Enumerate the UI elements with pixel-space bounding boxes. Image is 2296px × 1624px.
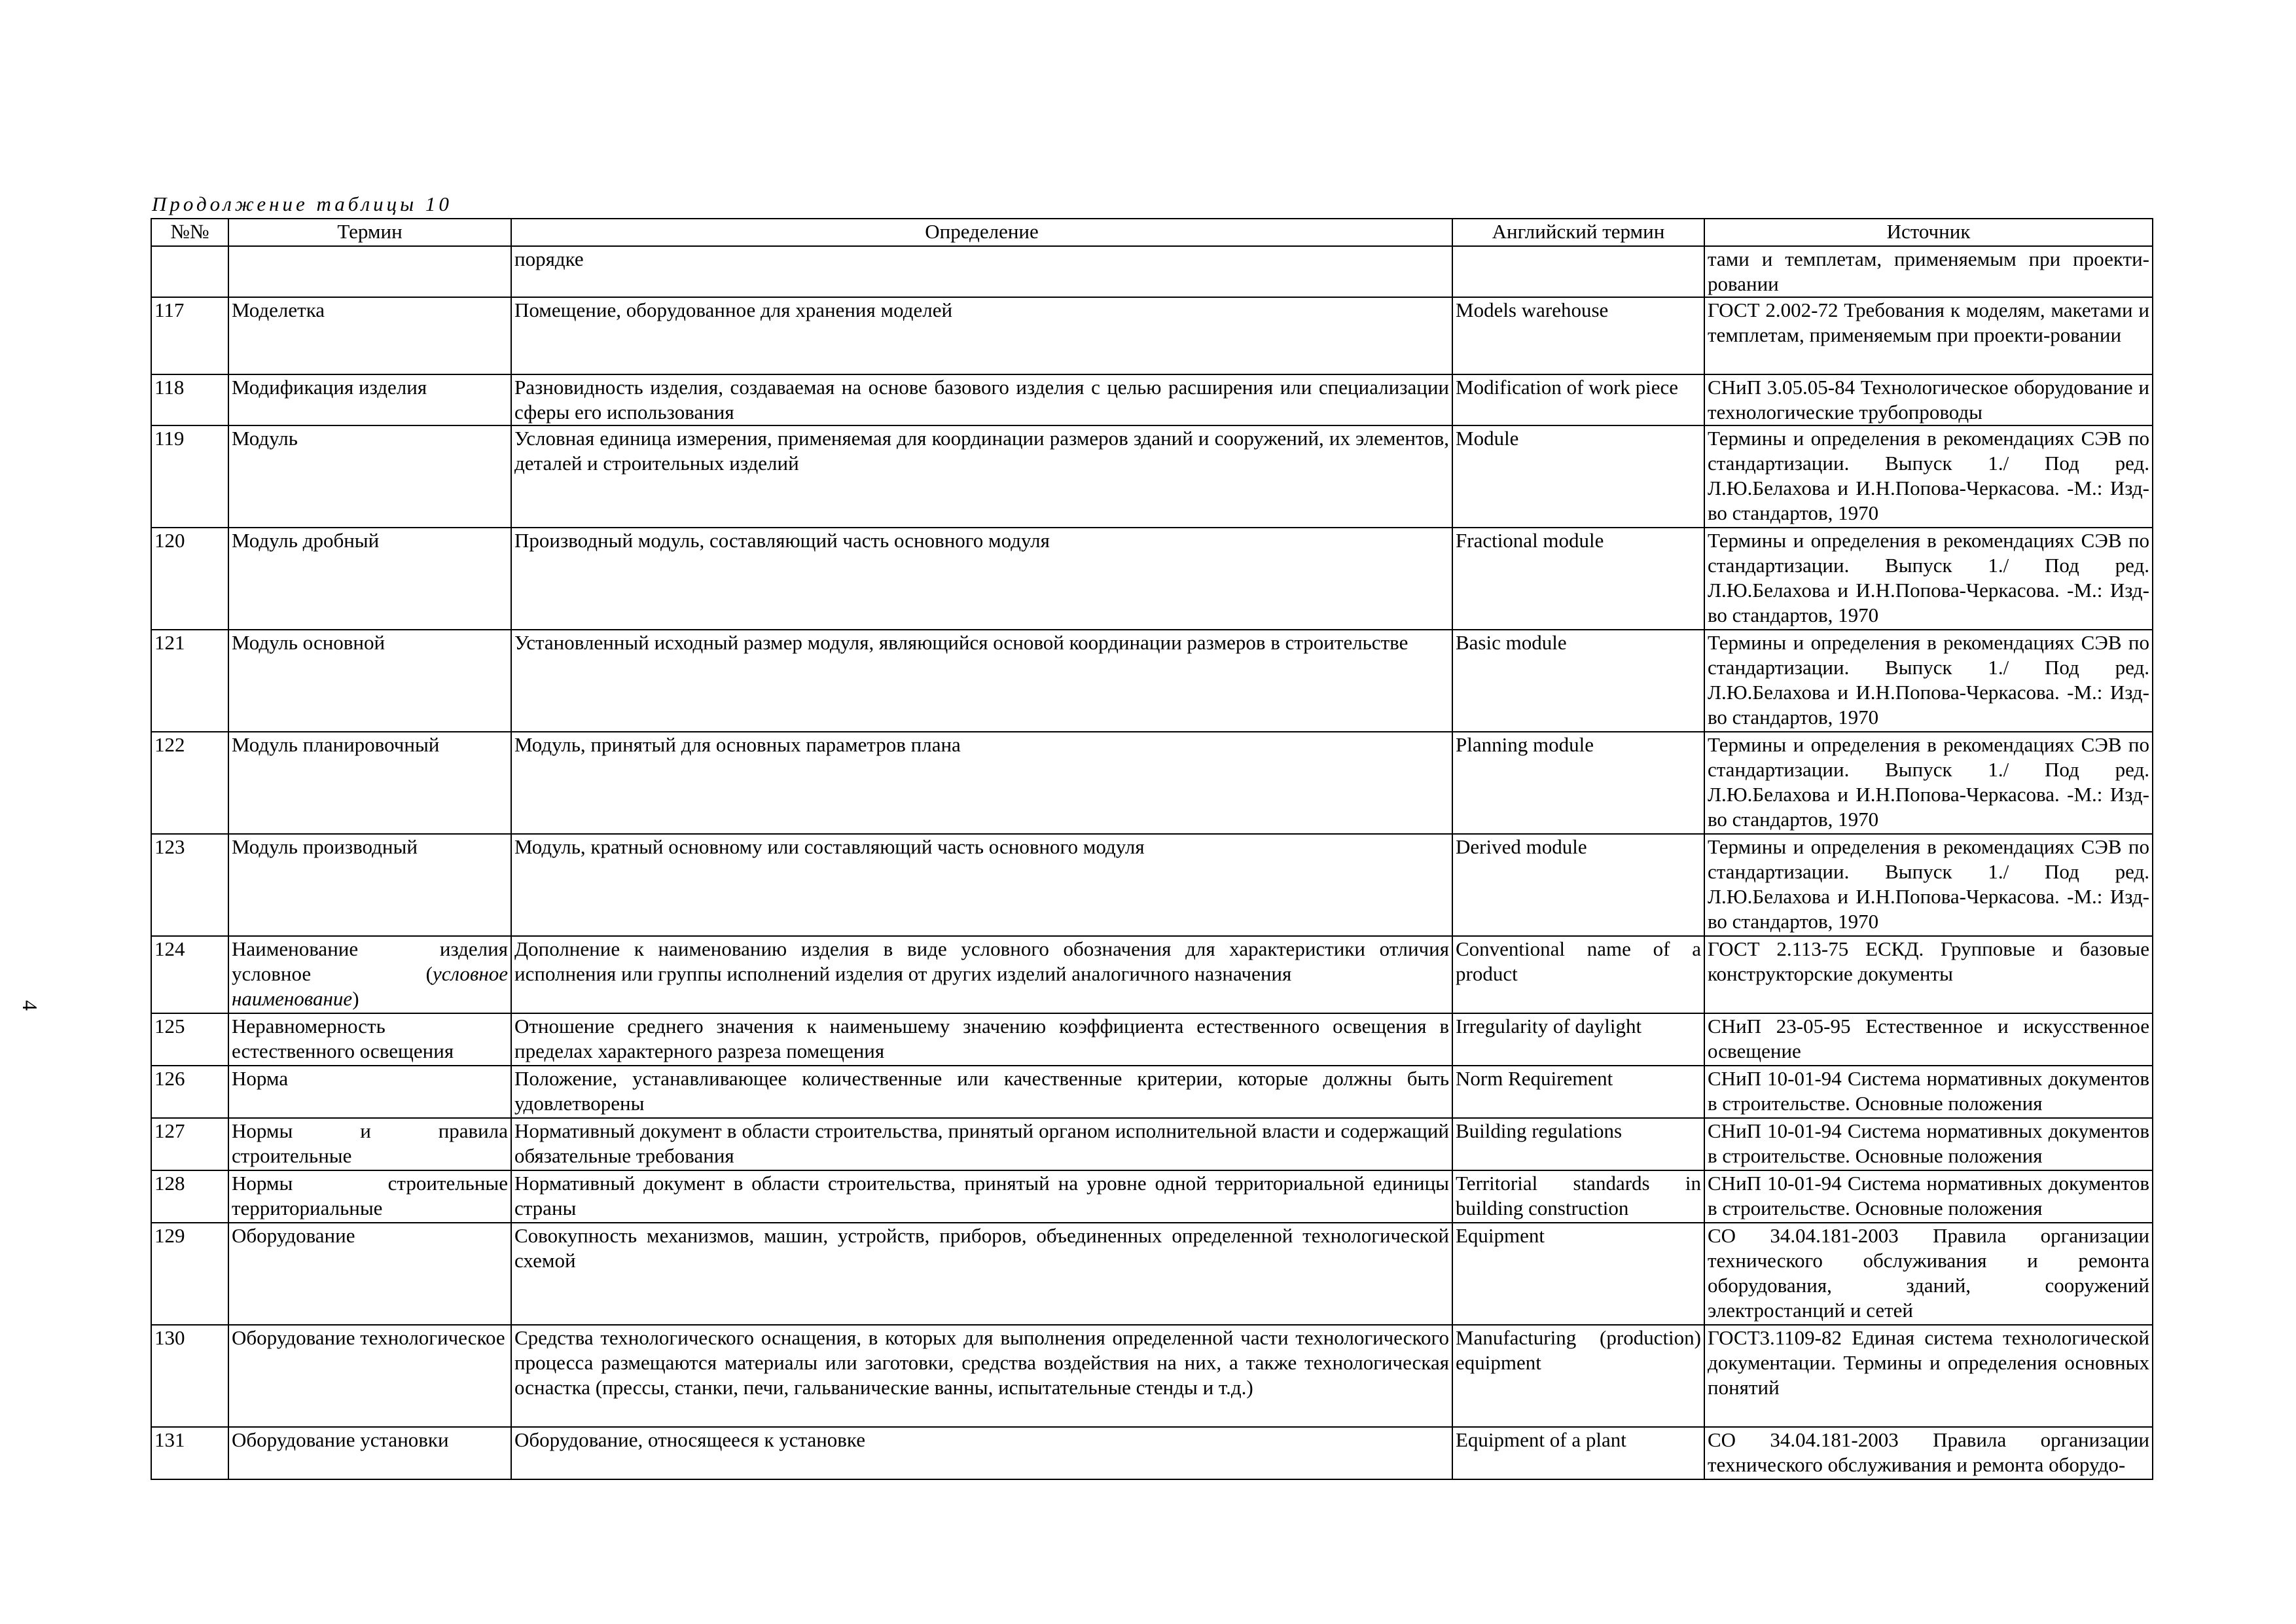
header-definition: Определение (511, 219, 1452, 246)
row-english-term: Building regulations (1452, 1118, 1704, 1170)
header-num: №№ (151, 219, 228, 246)
row-english-term: Derived module (1452, 834, 1704, 936)
row-term (228, 1066, 511, 1118)
term-text: Модификация изделия (232, 376, 427, 399)
row-definition: Разновидность изделия, создаваемая на основе базового изделия с целью расширения или специализации сферы его использования (511, 374, 1452, 425)
term-text: Нормы и правила строительные (232, 1119, 508, 1167)
row-definition: Средства технологического оснащения, в которых для выполнения определенной части технологического процесса размещаются материалы или заготовки, средства воздействия на них, а также технологическая оснастка (прессы, станки, печи, гальванические ванны, испытательные стенды и т.д.) (511, 1325, 1452, 1427)
row-number: 129 (151, 1223, 228, 1325)
row-definition: Дополнение к наименованию изделия в виде условного обозначения для характеристики отличия исполнения или группы исполнений изделия от других изделий аналогичного назначения (511, 936, 1452, 1013)
term-text: Норма (232, 1067, 289, 1090)
row-term (228, 1013, 511, 1066)
term-text: Моделетка (232, 298, 325, 321)
row-number: 126 (151, 1066, 228, 1118)
table-row (151, 246, 2153, 297)
table-row (151, 1066, 2153, 1118)
row-english-term: Irregularity of daylight (1452, 1013, 1704, 1066)
row-definition: Производный модуль, составляющий часть основного модуля (511, 528, 1452, 630)
row-number: 127 (151, 1118, 228, 1170)
row-term (228, 1427, 511, 1479)
row-english-term: Fractional module (1452, 528, 1704, 630)
row-definition: Нормативный документ в области строительства, принятый на уровне одной территориальной единицы страны (511, 1170, 1452, 1223)
table-caption: Продолжение таблицы 10 (152, 192, 452, 215)
row-source: СО 34.04.181-2003 Правила организации технического обслуживания и ремонта оборудования, зданий, сооружений электростанций и сетей (1704, 1223, 2153, 1325)
row-source: Термины и определения в рекомендациях СЭВ по стандартизации. Выпуск 1./ Под ред. Л.Ю.Белахова и И.Н.Попова-Черкасова. -М.: Изд-во стандартов, 1970 (1704, 528, 2153, 630)
row-english-term: Equipment (1452, 1223, 1704, 1325)
row-definition: Нормативный документ в области строительства, принятый органом исполнительной власти и содержащий обязательные требования (511, 1118, 1452, 1170)
row-term (228, 1118, 511, 1170)
row-term (228, 834, 511, 936)
row-number: 120 (151, 528, 228, 630)
table-row (151, 1223, 2153, 1325)
term-text: Наименование изделия условное ( (232, 937, 508, 985)
row-number: 124 (151, 936, 228, 1013)
header-term: Термин (228, 219, 511, 246)
term-text: Оборудование установки (232, 1428, 449, 1451)
term-text: Модуль основной (232, 631, 386, 654)
term-note-close: ) (352, 987, 359, 1010)
row-english-term: Equipment of a plant (1452, 1427, 1704, 1479)
row-term (228, 936, 511, 1013)
table-row (151, 1325, 2153, 1427)
row-term (228, 1170, 511, 1223)
table-row (151, 1013, 2153, 1066)
row-source: Термины и определения в рекомендациях СЭВ по стандартизации. Выпуск 1./ Под ред. Л.Ю.Белахова и И.Н.Попова-Черкасова. -М.: Изд-во стандартов, 1970 (1704, 425, 2153, 528)
row-source: тами и темплетам, применяемым при проекти-ровании (1704, 246, 2153, 297)
term-note: условное наименование (232, 962, 508, 1010)
row-english-term (1452, 246, 1704, 297)
row-source: СНиП 10-01-94 Система нормативных документов в строительстве. Основные положения (1704, 1066, 2153, 1118)
row-term (228, 1325, 511, 1427)
term-text: Модуль производный (232, 835, 418, 858)
row-number: 117 (151, 297, 228, 374)
row-definition: Модуль, принятый для основных параметров плана (511, 732, 1452, 834)
row-number: 121 (151, 630, 228, 732)
terms-table (151, 218, 2153, 1480)
row-term (228, 374, 511, 425)
term-text: Модуль (232, 427, 298, 450)
row-definition: Установленный исходный размер модуля, являющийся основой координации размеров в строительстве (511, 630, 1452, 732)
row-definition: Условная единица измерения, применяемая для координации размеров зданий и сооружений, их элементов, деталей и строительных изделий (511, 425, 1452, 528)
row-term (228, 297, 511, 374)
row-source: СНиП 10-01-94 Система нормативных документов в строительстве. Основные положения (1704, 1118, 2153, 1170)
row-term (228, 425, 511, 528)
row-number: 128 (151, 1170, 228, 1223)
term-text: Оборудование (232, 1224, 355, 1247)
row-term (228, 528, 511, 630)
row-definition: Модуль, кратный основному или составляющий часть основного модуля (511, 834, 1452, 936)
row-definition: Отношение среднего значения к наименьшему значению коэффициента естественного освещения в пределах характерного разреза помещения (511, 1013, 1452, 1066)
row-definition: Совокупность механизмов, машин, устройств, приборов, объединенных определенной технологической схемой (511, 1223, 1452, 1325)
table-row (151, 374, 2153, 425)
table-row (151, 732, 2153, 834)
row-number: 123 (151, 834, 228, 936)
row-number: 130 (151, 1325, 228, 1427)
page-number: 4 (18, 1000, 42, 1011)
row-definition: Оборудование, относящееся к установке (511, 1427, 1452, 1479)
row-english-term: Basic module (1452, 630, 1704, 732)
term-text: Модуль планировочный (232, 733, 440, 756)
row-number: 119 (151, 425, 228, 528)
row-source: СНиП 23-05-95 Естественное и искусственное освещение (1704, 1013, 2153, 1066)
row-definition: Помещение, оборудованное для хранения моделей (511, 297, 1452, 374)
row-number: 118 (151, 374, 228, 425)
table-row (151, 1170, 2153, 1223)
table-row (151, 630, 2153, 732)
table-body (151, 246, 2153, 1479)
row-source: Термины и определения в рекомендациях СЭВ по стандартизации. Выпуск 1./ Под ред. Л.Ю.Белахова и И.Н.Попова-Черкасова. -М.: Изд-во стандартов, 1970 (1704, 630, 2153, 732)
row-english-term: Norm Requirement (1452, 1066, 1704, 1118)
row-definition: Положение, устанавливающее количественные или качественные критерии, которые должны быть удовлетворены (511, 1066, 1452, 1118)
row-source: Термины и определения в рекомендациях СЭВ по стандартизации. Выпуск 1./ Под ред. Л.Ю.Белахова и И.Н.Попова-Черкасова. -М.: Изд-во стандартов, 1970 (1704, 732, 2153, 834)
term-text: Нормы строительные территориальные (232, 1172, 508, 1219)
term-text: Неравномерность естественного освещения (232, 1015, 454, 1062)
table-header-row (151, 219, 2153, 246)
row-english-term: Modification of work piece (1452, 374, 1704, 425)
row-source: СО 34.04.181-2003 Правила организации технического обслуживания и ремонта оборудо- (1704, 1427, 2153, 1479)
table-row (151, 425, 2153, 528)
row-term (228, 246, 511, 297)
row-english-term: Planning module (1452, 732, 1704, 834)
row-english-term: Module (1452, 425, 1704, 528)
row-term (228, 630, 511, 732)
row-number: 125 (151, 1013, 228, 1066)
row-term (228, 1223, 511, 1325)
row-source: СНиП 10-01-94 Система нормативных документов в строительстве. Основные положения (1704, 1170, 2153, 1223)
table-row (151, 936, 2153, 1013)
table-row (151, 1427, 2153, 1479)
row-source: ГОСТ 2.002-72 Требования к моделям, макетами и темплетам, применяемым при проекти-ровании (1704, 297, 2153, 374)
row-english-term: Territorial standards in building construction (1452, 1170, 1704, 1223)
row-source: ГОСТ 2.113-75 ЕСКД. Групповые и базовые конструкторские документы (1704, 936, 2153, 1013)
row-definition: порядке (511, 246, 1452, 297)
row-english-term: Conventional name of a product (1452, 936, 1704, 1013)
row-number: 122 (151, 732, 228, 834)
row-number (151, 246, 228, 297)
term-text: Оборудование технологическое (232, 1326, 505, 1349)
table-row (151, 1118, 2153, 1170)
row-term (228, 732, 511, 834)
term-text: Модуль дробный (232, 529, 380, 552)
row-english-term: Models warehouse (1452, 297, 1704, 374)
table-row (151, 528, 2153, 630)
row-english-term: Manufacturing (production) equipment (1452, 1325, 1704, 1427)
table-row (151, 834, 2153, 936)
row-source: СНиП 3.05.05-84 Технологическое оборудование и технологические трубопроводы (1704, 374, 2153, 425)
header-source: Источник (1704, 219, 2153, 246)
table-row (151, 297, 2153, 374)
row-source: ГОСТ3.1109-82 Единая система технологической документации. Термины и определения основных понятий (1704, 1325, 2153, 1427)
row-source: Термины и определения в рекомендациях СЭВ по стандартизации. Выпуск 1./ Под ред. Л.Ю.Белахова и И.Н.Попова-Черкасова. -М.: Изд-во стандартов, 1970 (1704, 834, 2153, 936)
row-number: 131 (151, 1427, 228, 1479)
header-english: Английский термин (1452, 219, 1704, 246)
